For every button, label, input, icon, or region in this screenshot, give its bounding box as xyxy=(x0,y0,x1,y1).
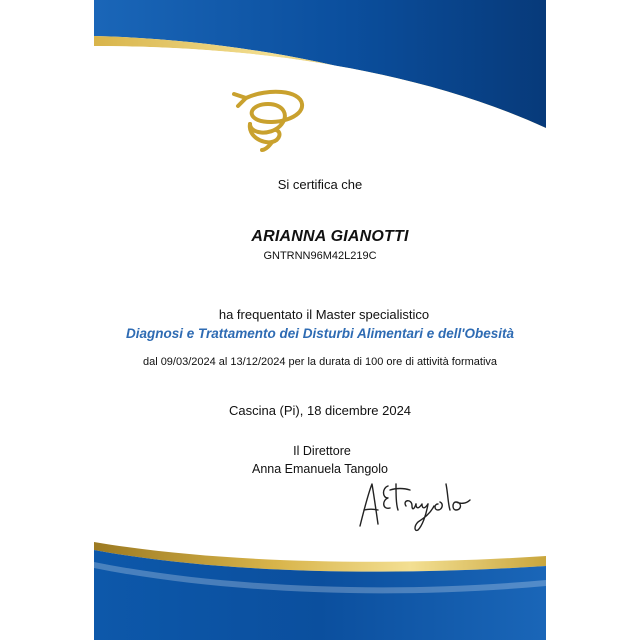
signatory-name: Anna Emanuela Tangolo xyxy=(252,462,388,476)
director-signature-icon xyxy=(352,476,478,534)
certification-intro: Si certifica che xyxy=(277,177,363,192)
attended-statement: ha frequentato il Master specialistico xyxy=(218,307,430,322)
bottom-blue-gold-band xyxy=(94,536,546,640)
course-title: Diagnosi e Trattamento dei Disturbi Alimentari e dell'Obesità xyxy=(125,326,515,341)
top-blue-gold-band xyxy=(94,0,546,140)
signatory-role: Il Direttore xyxy=(293,444,351,458)
course-dates: dal 09/03/2024 al 13/12/2024 per la durata di 100 ore di attività formativa xyxy=(142,356,498,368)
gold-spiral-logo-icon xyxy=(228,84,310,156)
recipient-name: ARIANNA GIANOTTI xyxy=(251,228,409,245)
place-and-date: Cascina (Pi), 18 dicembre 2024 xyxy=(228,403,412,418)
fiscal-code: GNTRNN96M42L219C xyxy=(263,250,377,262)
